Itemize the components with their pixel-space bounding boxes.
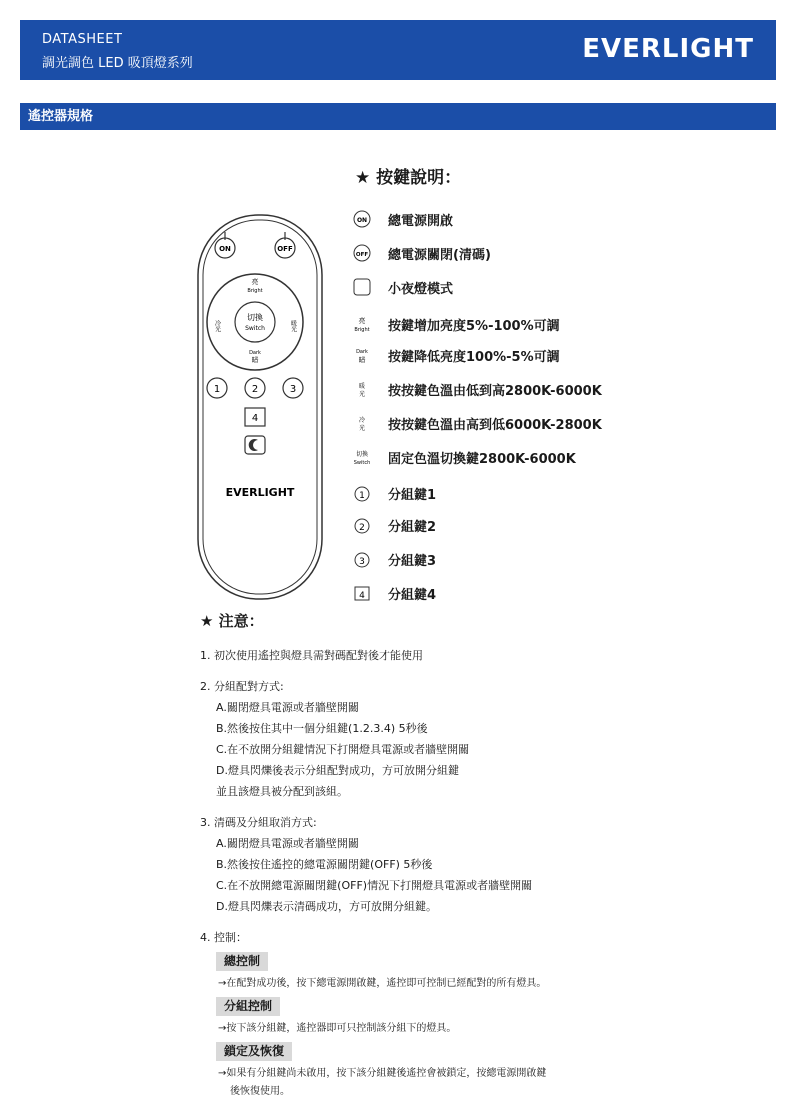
note-4: 4. 控制： [200, 931, 247, 944]
note-2a: A.關閉燈具電源或者牆壁開關 [216, 701, 359, 714]
group1-icon [350, 482, 374, 504]
remote-brand: EVERLIGHT [225, 486, 295, 499]
remote-cold-label: 冷光 [213, 320, 221, 332]
note-2d: D.燈具閃爍後表示分組配對成功，方可放開分組鍵 [216, 764, 459, 777]
remote-group1-label: 1 [213, 384, 221, 395]
keys-title: ★ 按鍵說明： [355, 168, 462, 188]
note-3c: C.在不放開總電源關閉鍵(OFF)情況下打開燈具電源或者牆壁開關 [216, 879, 533, 892]
off-icon [350, 242, 374, 264]
remote-on-label: ON [219, 245, 231, 253]
remote-group3-label: 3 [289, 384, 297, 395]
key-label: 按鍵增加亮度5%-100%可調 [388, 318, 560, 334]
svg-text:Dark: Dark [356, 349, 368, 355]
group3-icon [350, 548, 374, 570]
key-row-switch [350, 446, 576, 468]
remote-group1-button [207, 378, 227, 398]
svg-text:暗: 暗 [358, 356, 366, 364]
svg-text:1: 1 [359, 491, 365, 501]
remote-dark-en: Dark [249, 350, 261, 356]
group2-icon [350, 514, 374, 536]
remote-switch-en: Switch [245, 325, 265, 332]
key-row-group3 [350, 548, 436, 570]
note-2e: 並且該燈具被分配到該組。 [216, 785, 348, 798]
key-label: 固定色溫切換鍵2800K-6000K [388, 451, 576, 467]
dark-icon [350, 344, 374, 366]
key-label: 分組鍵4 [388, 587, 437, 603]
remote-group3-button [283, 378, 303, 398]
key-label: 按鍵降低亮度100%-5%可調 [388, 349, 560, 365]
svg-text:OFF: OFF [355, 252, 369, 258]
svg-text:暖: 暖 [358, 383, 366, 390]
remote-warm-label: 暖光 [289, 320, 297, 332]
key-label: 總電源開啟 [388, 213, 454, 229]
note-3d: D.燈具閃爍表示清碼成功，方可放開分組鍵。 [216, 900, 437, 913]
note-3: 3. 清碼及分組取消方式: [200, 816, 317, 829]
key-row-group2 [350, 514, 436, 536]
svg-text:光: 光 [358, 425, 366, 432]
svg-text:4: 4 [359, 591, 365, 601]
key-row-off [350, 242, 491, 264]
tag-group-control: 分組控制 [216, 997, 280, 1016]
svg-text:光: 光 [358, 391, 366, 398]
header-label: DATASHEET [42, 32, 123, 47]
note-2c: C.在不放開分組鍵情況下打開燈具電源或者牆壁開關 [216, 743, 470, 756]
note-2: 2. 分組配對方式: [200, 680, 284, 693]
header-product-line: 調光調色 LED 吸頂燈系列 [42, 56, 193, 71]
svg-text:Switch: Switch [353, 460, 371, 466]
key-row-on [350, 208, 453, 230]
remote-bright-cn: 亮 [251, 278, 259, 286]
bright-icon [350, 313, 374, 335]
key-row-group4 [350, 582, 436, 604]
remote-night-button [245, 436, 265, 454]
remote-group2-button [245, 378, 265, 398]
svg-text:2: 2 [359, 523, 365, 533]
group-control-text: →按下該分組鍵，遙控器即可只控制該分組下的燈具。 [218, 1023, 457, 1034]
key-label: 按按鍵色溫由高到低6000K-2800K [388, 417, 602, 433]
svg-text:切換: 切換 [355, 451, 369, 458]
svg-text:ON: ON [356, 217, 368, 224]
cold-to-warm-icon [350, 412, 374, 434]
warm-to-cold-icon [350, 378, 374, 400]
svg-text:冷: 冷 [358, 417, 366, 424]
key-label: 分組鍵3 [388, 553, 437, 569]
key-row-group1 [350, 482, 436, 504]
remote-switch-cn: 切換 [247, 313, 263, 322]
datasheet-header [20, 20, 776, 80]
note-1: 1. 初次使用遙控與燈具需對碼配對後才能使用 [200, 649, 423, 662]
key-label: 按按鍵色溫由低到高2800K-6000K [388, 383, 602, 399]
on-icon [350, 208, 374, 230]
moon-icon [350, 276, 374, 298]
note-3b: B.然後按住遙控的總電源關閉鍵(OFF) 5秒後 [216, 858, 433, 871]
key-row-warm-to-cold [350, 378, 602, 400]
remote-switch-button [235, 302, 275, 342]
notes-section [200, 610, 760, 1101]
key-label: 總電源關閉(清碼) [388, 247, 491, 263]
note-2b: B.然後按住其中一個分組鍵(1.2.3.4) 5秒後 [216, 722, 428, 735]
remote-group2-label: 2 [251, 384, 259, 395]
svg-text:亮: 亮 [358, 317, 366, 325]
remote-off-label: OFF [277, 245, 293, 253]
key-row-bright [350, 313, 560, 335]
tag-master-control: 總控制 [216, 952, 268, 971]
remote-dark-cn: 暗 [251, 356, 259, 364]
brand-logo: EVERLIGHT [582, 34, 754, 64]
remote-bright-en: Bright [247, 288, 263, 294]
key-row-cold-to-warm [350, 412, 602, 434]
note-3a: A.關閉燈具電源或者牆壁開關 [216, 837, 359, 850]
remote-group4-label: 4 [251, 413, 259, 424]
remote-control-illustration [195, 212, 325, 602]
remote-group4-button [245, 408, 265, 426]
tag-lock-restore: 鎖定及恢復 [216, 1042, 292, 1061]
key-label: 分組鍵1 [388, 487, 437, 503]
notes-title: ★ 注意： [200, 612, 264, 630]
switch-icon [350, 446, 374, 468]
key-label: 小夜燈模式 [388, 281, 454, 297]
svg-text:Bright: Bright [354, 327, 370, 333]
key-row-night [350, 276, 453, 298]
section-title: 遙控器規格 [20, 103, 776, 130]
group4-icon [350, 582, 374, 604]
key-label: 分組鍵2 [388, 519, 437, 535]
lock-restore-text: →如果有分組鍵尚未啟用，按下該分組鍵後遙控會被鎖定，按總電源開啟鍵 [218, 1068, 547, 1079]
master-control-text: →在配對成功後，按下總電源開啟鍵，遙控即可控制已經配對的所有燈具。 [218, 978, 547, 989]
svg-text:3: 3 [359, 557, 365, 567]
lock-restore-text-2: 後恢復使用。 [230, 1086, 290, 1097]
key-row-dark [350, 344, 560, 366]
